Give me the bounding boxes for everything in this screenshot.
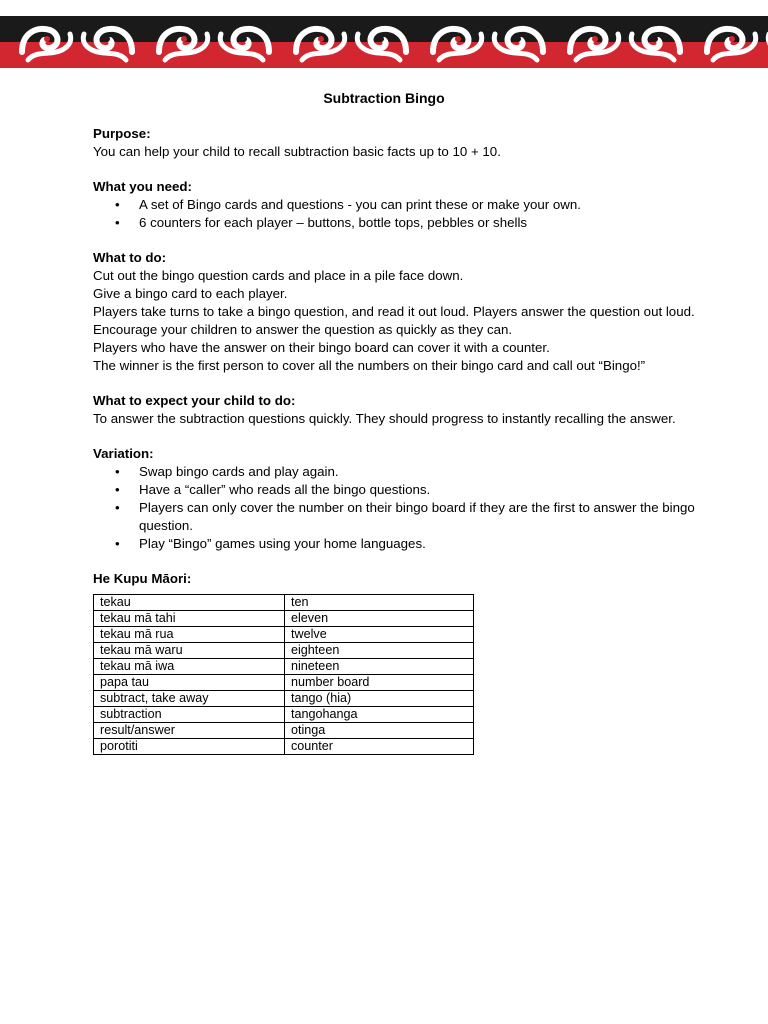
need-section	[93, 178, 713, 232]
list-item: • Have a “caller” who reads all the bingo questions.	[115, 482, 431, 497]
table-row	[94, 595, 474, 611]
variation-heading: Variation:	[93, 446, 154, 461]
table-cell: ten	[285, 595, 474, 611]
table-cell: number board	[285, 675, 474, 691]
table-cell: tekau mā rua	[94, 627, 285, 643]
variation-section	[93, 445, 713, 553]
table-cell: tango (hia)	[285, 691, 474, 707]
table-row	[94, 659, 474, 675]
variation-list	[93, 463, 713, 553]
expect-heading: What to expect your child to do:	[93, 393, 296, 408]
bullet-icon: •	[115, 536, 120, 551]
todo-line: Encourage your children to answer the question as quickly as they can.	[93, 322, 513, 337]
list-item: • Swap bingo cards and play again.	[115, 464, 339, 479]
document-page	[93, 87, 713, 755]
table-row	[94, 627, 474, 643]
kowhaiwhai-banner	[0, 16, 768, 68]
kupu-heading: He Kupu Māori:	[93, 571, 192, 586]
purpose-section	[93, 125, 713, 161]
vocabulary-table	[93, 594, 474, 755]
todo-heading: What to do:	[93, 250, 167, 265]
list-item: • 6 counters for each player – buttons, bottle tops, pebbles or shells	[115, 215, 528, 230]
need-heading: What you need:	[93, 179, 192, 194]
table-row	[94, 675, 474, 691]
table-cell: eleven	[285, 611, 474, 627]
bullet-icon: •	[115, 500, 120, 515]
table-row	[94, 739, 474, 755]
table-cell: papa tau	[94, 675, 285, 691]
list-item: • Play “Bingo” games using your home languages.	[115, 536, 426, 551]
table-cell: eighteen	[285, 643, 474, 659]
list-item: • Players can only cover the number on their bingo board if they are the first to answer the bingo question.	[115, 500, 695, 533]
list-item: • A set of Bingo cards and questions - you can print these or make your own.	[115, 197, 581, 212]
table-cell: porotiti	[94, 739, 285, 755]
table-cell: nineteen	[285, 659, 474, 675]
table-row	[94, 643, 474, 659]
todo-line: Cut out the bingo question cards and place in a pile face down.	[93, 268, 464, 283]
table-cell: twelve	[285, 627, 474, 643]
purpose-text: You can help your child to recall subtraction basic facts up to 10 + 10.	[93, 144, 501, 159]
table-cell: tekau	[94, 595, 285, 611]
table-cell: result/answer	[94, 723, 285, 739]
table-cell: subtract, take away	[94, 691, 285, 707]
table-cell: otinga	[285, 723, 474, 739]
todo-line: Players who have the answer on their bingo board can cover it with a counter.	[93, 340, 550, 355]
bullet-icon: •	[115, 215, 120, 230]
bullet-icon: •	[115, 482, 120, 497]
table-row	[94, 691, 474, 707]
table-row	[94, 723, 474, 739]
todo-section	[93, 249, 713, 375]
expect-section	[93, 392, 713, 428]
table-row	[94, 707, 474, 723]
todo-line: The winner is the first person to cover all the numbers on their bingo card and call out “Bingo!”	[93, 358, 646, 373]
table-cell: tekau mā iwa	[94, 659, 285, 675]
todo-line: Players take turns to take a bingo question, and read it out loud. Players answer the question out loud.	[93, 304, 695, 319]
table-cell: subtraction	[94, 707, 285, 723]
page-title: Subtraction Bingo	[323, 90, 445, 106]
table-cell: tekau mā tahi	[94, 611, 285, 627]
bullet-icon: •	[115, 197, 120, 212]
table-cell: tangohanga	[285, 707, 474, 723]
todo-line: Give a bingo card to each player.	[93, 286, 288, 301]
table-row	[94, 611, 474, 627]
table-cell: counter	[285, 739, 474, 755]
table-cell: tekau mā waru	[94, 643, 285, 659]
kowhaiwhai-pattern-icon	[0, 16, 768, 68]
kupu-section	[93, 570, 713, 755]
need-list	[93, 196, 713, 232]
purpose-heading: Purpose:	[93, 126, 151, 141]
expect-text: To answer the subtraction questions quickly. They should progress to instantly recalling the answer.	[93, 411, 676, 426]
bullet-icon: •	[115, 464, 120, 479]
